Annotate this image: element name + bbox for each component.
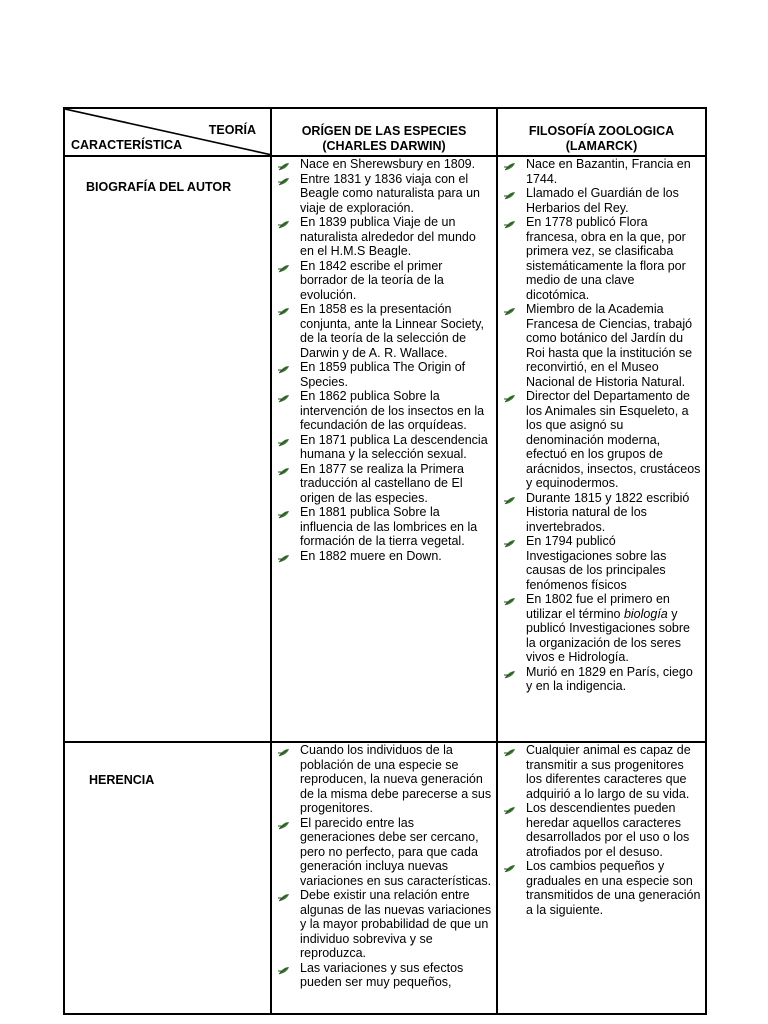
list-item: En 1881 publica Sobre la influencia de las lombrices en la formación de la tierra vegetal. (300, 505, 492, 549)
list-item: Cualquier animal es capaz de transmitir a sus progenitores los diferentes caracteres que adquirió a lo largo de su vida. (526, 743, 701, 801)
leaf-bullet-icon (278, 465, 290, 474)
leaf-bullet-icon (504, 595, 516, 604)
leaf-bullet-icon (278, 891, 290, 900)
header-lamarck-author: (LAMARCK) (565, 138, 638, 153)
list-item: En 1859 publica The Origin of Species. (300, 360, 492, 389)
list-item: En 1882 muere en Down. (300, 549, 492, 564)
header-darwin-author: (CHARLES DARWIN) (322, 138, 446, 153)
list-item: Nace en Sherewsbury en 1809. (300, 157, 492, 172)
herencia-lamarck-cell (497, 742, 706, 1014)
leaf-bullet-icon (278, 819, 290, 828)
list-item: Director del Departamento de los Animales sin Esqueleto, a los que asignó su denominación moderna, efectuó en los grupos de arácnidos, insectos, crustáceos y equinodermos. (526, 389, 701, 491)
leaf-bullet-icon (504, 804, 516, 813)
herencia-darwin-cell (271, 742, 497, 1014)
header-row (64, 108, 706, 156)
leaf-bullet-icon (504, 668, 516, 677)
list-item: En 1858 es la presentación conjunta, ante la Linnear Society, de la teoría de la selección de Darwin y de A. R. Wallace. (300, 302, 492, 360)
list-item: En 1778 publicó Flora francesa, obra en la que, por primera vez, se clasificaba sistemáticamente la flora por medio de una clave dicotómica. (526, 215, 701, 302)
diagonal-header-cell (64, 108, 271, 156)
leaf-bullet-icon (278, 964, 290, 973)
herencia-darwin-list (272, 743, 496, 992)
leaf-bullet-icon (504, 160, 516, 169)
list-item: Entre 1831 y 1836 viaja con el Beagle como naturalista para un viaje de exploración. (300, 172, 492, 216)
leaf-bullet-icon (278, 175, 290, 184)
biografia-darwin-list (272, 157, 496, 565)
list-item: Llamado el Guardián de los Herbarios del Rey. (526, 186, 701, 215)
list-item: Cuando los individuos de la población de una especie se reproducen, la nueva generación de la misma debe parecerse a sus progenitores. (300, 743, 492, 816)
list-item: En 1862 publica Sobre la intervención de los insectos en la fecundación de las orquídeas. (300, 389, 492, 433)
leaf-bullet-icon (278, 508, 290, 517)
biografia-lamarck-list (498, 157, 705, 696)
leaf-bullet-icon (504, 537, 516, 546)
leaf-bullet-icon (504, 218, 516, 227)
header-caracteristica: CARACTERÍSTICA (71, 138, 183, 152)
leaf-bullet-icon (278, 392, 290, 401)
biografia-row (64, 156, 706, 742)
list-item: En 1802 fue el primero en utilizar el término biología y publicó Investigaciones sobre la organización de los seres vivos e Hidrología. (526, 592, 701, 665)
leaf-bullet-icon (278, 436, 290, 445)
leaf-bullet-icon (504, 305, 516, 314)
header-darwin-title: ORÍGEN DE LAS ESPECIES (301, 124, 467, 138)
comparison-table (63, 107, 707, 1015)
leaf-bullet-icon (278, 262, 290, 271)
list-item: Nace en Bazantin, Francia en 1744. (526, 157, 701, 186)
header-darwin-cell (271, 108, 497, 156)
herencia-label-cell (64, 742, 271, 1014)
list-item: Las variaciones y sus efectos pueden ser muy pequeños, (300, 961, 492, 990)
list-item: Murió en 1829 en París, ciego y en la indigencia. (526, 665, 701, 694)
biografia-label: BIOGRAFÍA DEL AUTOR (86, 180, 232, 194)
leaf-bullet-icon (278, 363, 290, 372)
list-item: En 1877 se realiza la Primera traducción al castellano de El origen de las especies. (300, 462, 492, 506)
header-lamarck-title: FILOSOFÍA ZOOLOGICA (528, 124, 675, 138)
leaf-bullet-icon (278, 552, 290, 561)
herencia-lamarck-list (498, 743, 705, 919)
list-item: Los cambios pequeños y graduales en una especie son transmitidos de una generación a la siguiente. (526, 859, 701, 917)
header-teoria: TEORÍA (208, 123, 256, 137)
leaf-bullet-icon (278, 160, 290, 169)
header-lamarck-cell (497, 108, 706, 156)
leaf-bullet-icon (504, 392, 516, 401)
list-item: En 1842 escribe el primer borrador de la teoría de la evolución. (300, 259, 492, 303)
leaf-bullet-icon (504, 494, 516, 503)
leaf-bullet-icon (278, 218, 290, 227)
leaf-bullet-icon (278, 305, 290, 314)
biografia-label-cell (64, 156, 271, 742)
list-item: Miembro de la Academia Francesa de Ciencias, trabajó como botánico del Jardín du Roi hasta que la institución se reconvirtió, en el Museo Nacional de Historia Natural. (526, 302, 701, 389)
leaf-bullet-icon (504, 746, 516, 755)
list-item: Los descendientes pueden heredar aquellos caracteres desarrollados por el uso o los atrofiados por el desuso. (526, 801, 701, 859)
list-item: Durante 1815 y 1822 escribió Historia natural de los invertebrados. (526, 491, 701, 535)
leaf-bullet-icon (278, 746, 290, 755)
list-item: En 1794 publicó Investigaciones sobre las causas de los principales fenómenos físicos (526, 534, 701, 592)
list-item: El parecido entre las generaciones debe ser cercano, pero no perfecto, para que cada generación incluya nuevas variaciones en sus características. (300, 816, 492, 889)
leaf-bullet-icon (504, 862, 516, 871)
list-item: Debe existir una relación entre algunas de las nuevas variaciones y la mayor probabilidad de que un individuo sobreviva y se reproduzca. (300, 888, 492, 961)
herencia-label: HERENCIA (89, 773, 155, 787)
list-item: En 1839 publica Viaje de un naturalista alrededor del mundo en el H.M.S Beagle. (300, 215, 492, 259)
leaf-bullet-icon (504, 189, 516, 198)
herencia-row (64, 742, 706, 1014)
biografia-lamarck-cell (497, 156, 706, 742)
list-item: En 1871 publica La descendencia humana y la selección sexual. (300, 433, 492, 462)
biografia-darwin-cell (271, 156, 497, 742)
